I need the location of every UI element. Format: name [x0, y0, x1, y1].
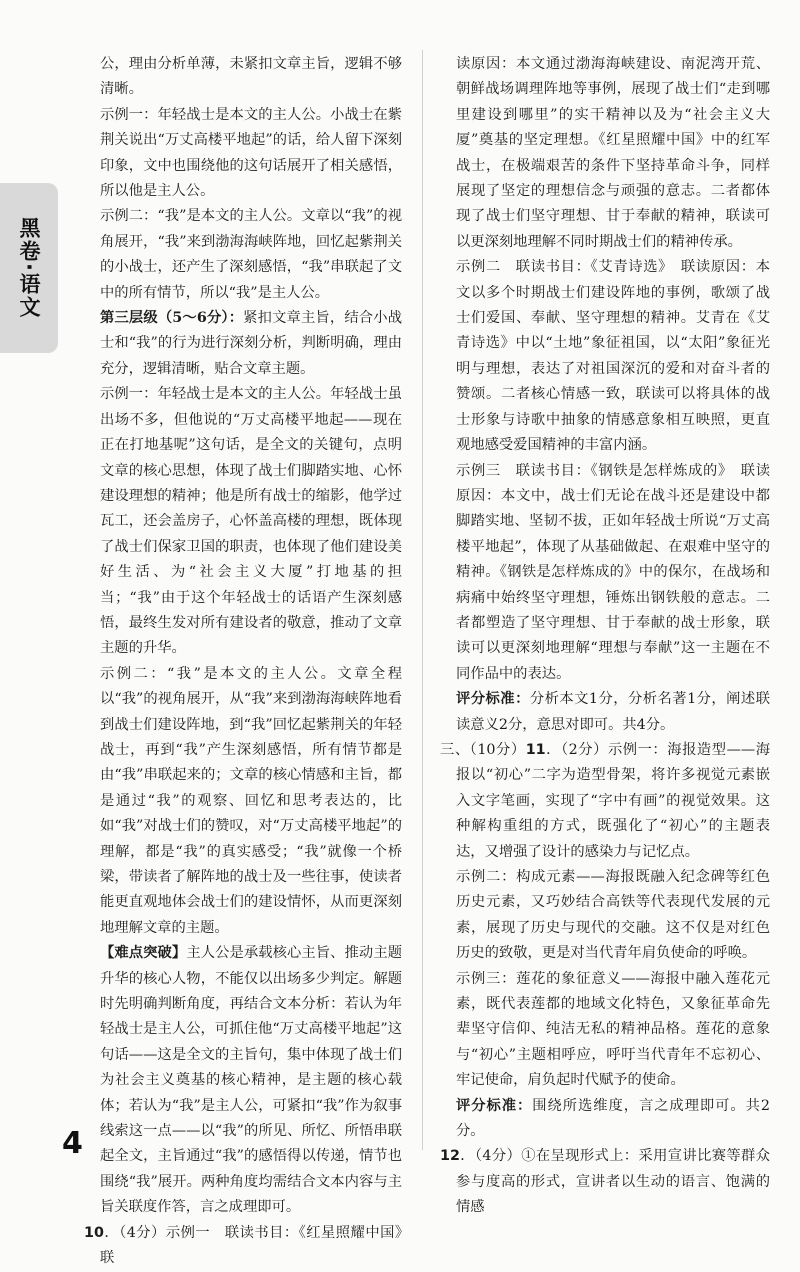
paragraph-label: 评分标准： [456, 1097, 533, 1114]
section-tab [0, 183, 58, 353]
answer-paragraph: 示例二：“我”是本文的主人公。文章全程以“我”的视角展开，从“我”来到渤海海峡阵地看到战士们建设阵地，到“我”回忆起紫荆关的年轻战士，再到“我”产生深刻感悟，所有情节都是由“我”串联起来的；文章的核心情感和主旨，都是通过“我”的观察、回忆和思考表达的，比如“我”对战士们的赞叹，对“万丈高楼平地起”的理解，都是“我”的真实感受；“我”就像一个桥梁，带读者了解阵地的战士及一些往事，使读者能更直观地体会战士们的建设情怀，从而更深刻地理解文章的主题。 [100, 665, 402, 936]
answer-paragraph: 公，理由分析单薄，未紧扣文章主旨，逻辑不够清晰。 [100, 56, 402, 98]
answer-paragraph: 评分标准：围绕所选维度，言之成理即可。共2分。 [456, 1097, 770, 1140]
answer-paragraph: 读原因：本文通过渤海海峡建设、南泥湾开荒、朝鲜战场调理阵地等事例，展现了战士们“走到哪里建设到哪里”的实干精神以及为“社会主义大厦”奠基的坚定理想。《红星照耀中国》中的红军战士，在极端艰苦的条件下坚持革命斗争，同样展现了坚定的理想信念与顽强的意志。二者都体现了战士们坚守理想、甘于奉献的精神，联读可以更深刻地理解不同时期战士们的精神传承。 [456, 56, 770, 250]
answer-paragraph: 10．（4分）示例一 联读书目：《红星照耀中国》 联 [84, 1224, 417, 1267]
paragraph-label: 【难点突破】 [100, 945, 187, 962]
answer-paragraph: 【难点突破】主人公是承载核心主旨、推动主题升华的核心人物，不能仅以出场多少判定。解题时先明确判断角度，再结合文本分析：若认为年轻战士是主人公，可抓住他“万丈高楼平地起”这句话——这是全文的主旨句，集中体现了战士们为社会主义奠基的核心精神，是主题的核心载体；若认为“我”是主人公，可紧扣“我”作为叙事线索这一点——以“我”的所见、所忆、所悟串联起全文，主旨通过“我”的感悟得以传递，情节也围绕“我”展开。两种角度均需结合文本内容与主旨关联度作答，言之成理即可。 [100, 945, 403, 1216]
paragraph-label: 第三层级（5～6分）： [100, 310, 244, 327]
answer-paragraph: 示例二 联读书目：《艾青诗选》 联读原因：本文以多个时期战士们建设阵地的事例，歌颂了战士们爱国、奉献、坚守理想的精神。艾青在《艾青诗选》中以“土地”象征祖国，以“太阳”象征光明与理想，表达了对祖国深沉的爱和对奋斗者的赞颂。二者核心情感一致，联读可以将具体的战士形象与诗歌中抽象的情感意象相互映照，更直观地感受爱国精神的丰富内涵。 [456, 259, 770, 454]
answer-paragraph: 示例二：“我”是本文的主人公。文章以“我”的视角展开，“我”来到渤海海峡阵地，回忆起紫荆关的小战士，还产生了深刻感悟，“我”串联起了文中的所有情节，所以“我”是主人公。 [100, 208, 402, 301]
section-tab-label: 黑卷·语文 [17, 217, 41, 319]
answer-paragraph: 三、（10分）11．（2分）示例一：海报造型——海报以“初心”二字为造型骨架，将许多视觉元素嵌入文字笔画，实现了“字中有画”的视觉效果。这种解构重组的方式，既强化了“初心”的主题表达，又增强了设计的感染力与记忆点。 [440, 741, 770, 860]
question-number: 12 [440, 1148, 460, 1165]
answer-paragraph: 示例三：莲花的象征意义——海报中融入莲花元素，既代表莲都的地域文化特色，又象征革命先辈坚守信仰、纯洁无私的精神品格。莲花的意象与“初心”主题相呼应，呼吁当代青年不忘初心、牢记使命，肩负起时代赋予的使命。 [456, 970, 770, 1089]
answer-paragraph: 12．（4分）①在呈现形式上：采用宣讲比赛等群众参与度高的形式，宣讲者以生动的语言、饱满的情感 [440, 1148, 770, 1216]
column-divider [422, 50, 423, 1150]
left-column [84, 52, 417, 1272]
answer-paragraph: 示例一：年轻战士是本文的主人公。年轻战士虽出场不多，但他说的“万丈高楼平地起——现在正在打地基呢”这句话，是全文的关键句，点明文章的核心思想，体现了战士们脚踏实地、心怀建设理想的精神；他是所有战士的缩影，他学过瓦工，还会盖房子，心怀盖高楼的理想，既体现了战士们保家卫国的职责，也体现了他们建设美好生活、为“社会主义大厦”打地基的担当；“我”由于这个年轻战士的话语产生深刻感悟，最终生发对所有建设者的敬意，推动了文章主题的升华。 [100, 386, 402, 657]
right-column [440, 52, 770, 1221]
question-number: 10 [84, 1224, 104, 1241]
answer-paragraph: 示例三 联读书目：《钢铁是怎样炼成的》 联读原因：本文中，战士们无论在战斗还是建设中都脚踏实地、坚韧不拔，正如年轻战士所说“万丈高楼平地起”，体现了从基础做起、在艰难中坚守的精神。《钢铁是怎样炼成的》中的保尔，在战场和病痛中始终坚守理想，锤炼出钢铁般的意志。二者都塑造了坚守理想、甘于奉献的战士形象，联读可以更深刻地理解“理想与奉献”这一主题在不同作品中的表达。 [456, 462, 770, 682]
answer-paragraph: 评分标准：分析本文1分，分析名著1分，阐述联读意义2分，意思对即可。共4分。 [456, 691, 770, 733]
question-number: 11 [525, 741, 546, 758]
answer-paragraph: 第三层级（5～6分）：紧扣文章主旨，结合小战士和“我”的行为进行深刻分析，判断明确，理由充分，逻辑清晰，贴合文章主题。 [100, 310, 402, 377]
answer-paragraph: 示例二：构成元素——海报既融入纪念碑等红色历史元素，又巧妙结合高铁等代表现代发展的元素，展现了历史与现代的交融。这不仅是对红色历史的致敬，更是对当代青年肩负使命的呼唤。 [456, 869, 770, 962]
page-number: 4 [62, 1126, 83, 1161]
paragraph-label: 评分标准： [456, 691, 530, 708]
answer-paragraph: 示例一：年轻战士是本文的主人公。小战士在紫荆关说出“万丈高楼平地起”的话，给人留下深刻印象，文中也围绕他的这句话展开了相关感悟，所以他是主人公。 [100, 106, 402, 200]
